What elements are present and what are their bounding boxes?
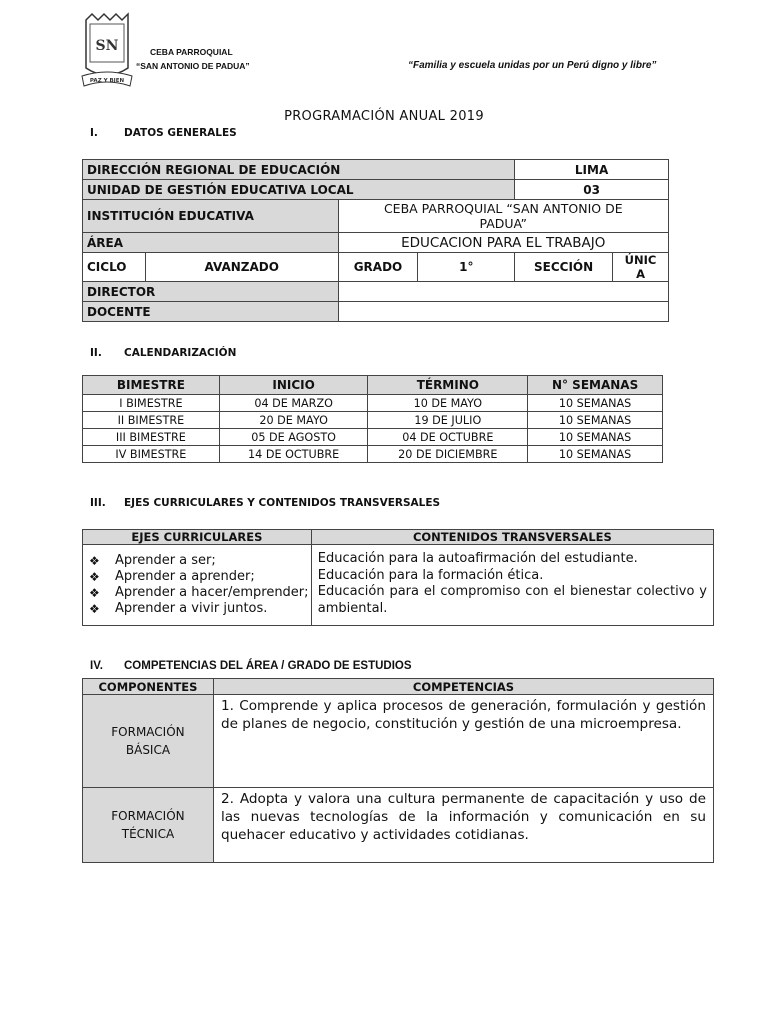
calendar-cell: 14 DE OCTUBRE: [219, 446, 368, 463]
list-item: ❖ Aprender a ser;: [89, 553, 216, 568]
dre-value: LIMA: [515, 160, 669, 180]
calendar-header-inicio: INICIO: [219, 376, 368, 395]
grado-value: 1°: [418, 253, 515, 282]
list-item: ❖ Aprender a hacer/emprender;: [89, 585, 309, 600]
section-heading-calendarizacion: II. CALENDARIZACIÓN: [90, 347, 237, 359]
calendar-cell: 10 SEMANAS: [528, 446, 663, 463]
ejes-list: [83, 553, 311, 617]
dre-label: DIRECCIÓN REGIONAL DE EDUCACIÓN: [83, 160, 515, 180]
docente-label: DOCENTE: [83, 302, 339, 322]
calendar-table: [82, 375, 663, 463]
calendar-cell: 19 DE JULIO: [368, 412, 528, 429]
contenidos-cell: [311, 545, 713, 626]
calendar-cell: III BIMESTRE: [83, 429, 220, 446]
seccion-value: ÚNICA: [613, 253, 669, 282]
componente-tecnica: FORMACIÓN TÉCNICA: [83, 788, 214, 863]
school-name-line2: “SAN ANTONIO DE PADUA”: [136, 61, 250, 71]
componentes-header: COMPONENTES: [83, 679, 214, 695]
ciclo-label: CICLO: [83, 253, 146, 282]
ie-value: CEBA PARROQUIAL “SAN ANTONIO DE PADUA”: [338, 200, 668, 233]
svg-text:PAZ Y BIEN: PAZ Y BIEN: [89, 78, 125, 84]
ejes-header: EJES CURRICULARES: [83, 530, 312, 545]
school-name-line1: CEBA PARROQUIAL: [150, 47, 233, 57]
table-row: [83, 788, 714, 863]
section-heading-datos-generales: I. DATOS GENERALES: [90, 127, 237, 139]
section-heading-ejes: III. EJES CURRICULARES Y CONTENIDOS TRANSVERSALES: [90, 497, 441, 509]
ie-label: INSTITUCIÓN EDUCATIVA: [83, 200, 339, 233]
calendar-row: [83, 429, 663, 446]
calendar-cell: 04 DE OCTUBRE: [368, 429, 528, 446]
calendar-cell: II BIMESTRE: [83, 412, 220, 429]
list-item: ❖ Aprender a vivir juntos.: [89, 601, 268, 616]
competencias-header: COMPETENCIAS: [213, 679, 713, 695]
calendar-cell: 10 SEMANAS: [528, 395, 663, 412]
ugel-label: UNIDAD DE GESTIÓN EDUCATIVA LOCAL: [83, 180, 515, 200]
seccion-label: SECCIÓN: [515, 253, 613, 282]
contenido-line: Educación para el compromiso con el bienestar colectivo y ambiental.: [317, 584, 707, 616]
docente-value: [338, 302, 668, 322]
calendar-cell: I BIMESTRE: [83, 395, 220, 412]
componente-basica: FORMACIÓN BÁSICA: [83, 695, 214, 788]
area-value: EDUCACION PARA EL TRABAJO: [338, 233, 668, 253]
competencias-table: [82, 678, 714, 863]
table-row: [83, 695, 714, 788]
competencia-1: 1. Comprende y aplica procesos de generación, formulación y gestión de planes de negocio, constitución y gestión de una microempresa.: [213, 695, 713, 788]
svg-text:SN: SN: [95, 38, 119, 54]
director-value: [338, 282, 668, 302]
director-label: DIRECTOR: [83, 282, 339, 302]
calendar-cell: 05 DE AGOSTO: [219, 429, 368, 446]
calendar-cell: 10 DE MAYO: [368, 395, 528, 412]
school-logo: [78, 12, 136, 94]
calendar-cell: 20 DE MAYO: [219, 412, 368, 429]
contenido-line: Educación para la formación ética.: [317, 567, 544, 583]
calendar-cell: 10 SEMANAS: [528, 412, 663, 429]
grado-label: GRADO: [338, 253, 418, 282]
section-heading-competencias: IV. COMPETENCIAS DEL ÁREA / GRADO DE ESTUDIOS: [90, 660, 412, 672]
competencia-2: 2. Adopta y valora una cultura permanente de capacitación y uso de las nuevas tecnologías de la información y comunicación en su quehacer educativo y actividades cotidianas.: [213, 788, 713, 863]
calendar-row: [83, 412, 663, 429]
document-title: PROGRAMACIÓN ANUAL 2019: [284, 109, 484, 124]
calendar-header-semanas: N° SEMANAS: [528, 376, 663, 395]
ugel-value: 03: [515, 180, 669, 200]
calendar-header-bimestre: BIMESTRE: [83, 376, 220, 395]
general-data-grid: [82, 159, 669, 322]
calendar-cell: IV BIMESTRE: [83, 446, 220, 463]
school-motto: “Familia y escuela unidas por un Perú digno y libre”: [408, 60, 657, 71]
calendar-cell: 20 DE DICIEMBRE: [368, 446, 528, 463]
ejes-table: [82, 529, 714, 626]
contenido-line: Educación para la autoafirmación del estudiante.: [317, 551, 638, 566]
calendar-row: [83, 446, 663, 463]
calendar-row: [83, 395, 663, 412]
calendar-cell: 10 SEMANAS: [528, 429, 663, 446]
contenidos-header: CONTENIDOS TRANSVERSALES: [311, 530, 713, 545]
area-label: ÁREA: [83, 233, 339, 253]
ciclo-value: AVANZADO: [145, 253, 338, 282]
calendar-cell: 04 DE MARZO: [219, 395, 368, 412]
list-item: ❖ Aprender a aprender;: [89, 569, 255, 584]
calendar-header-termino: TÉRMINO: [368, 376, 528, 395]
